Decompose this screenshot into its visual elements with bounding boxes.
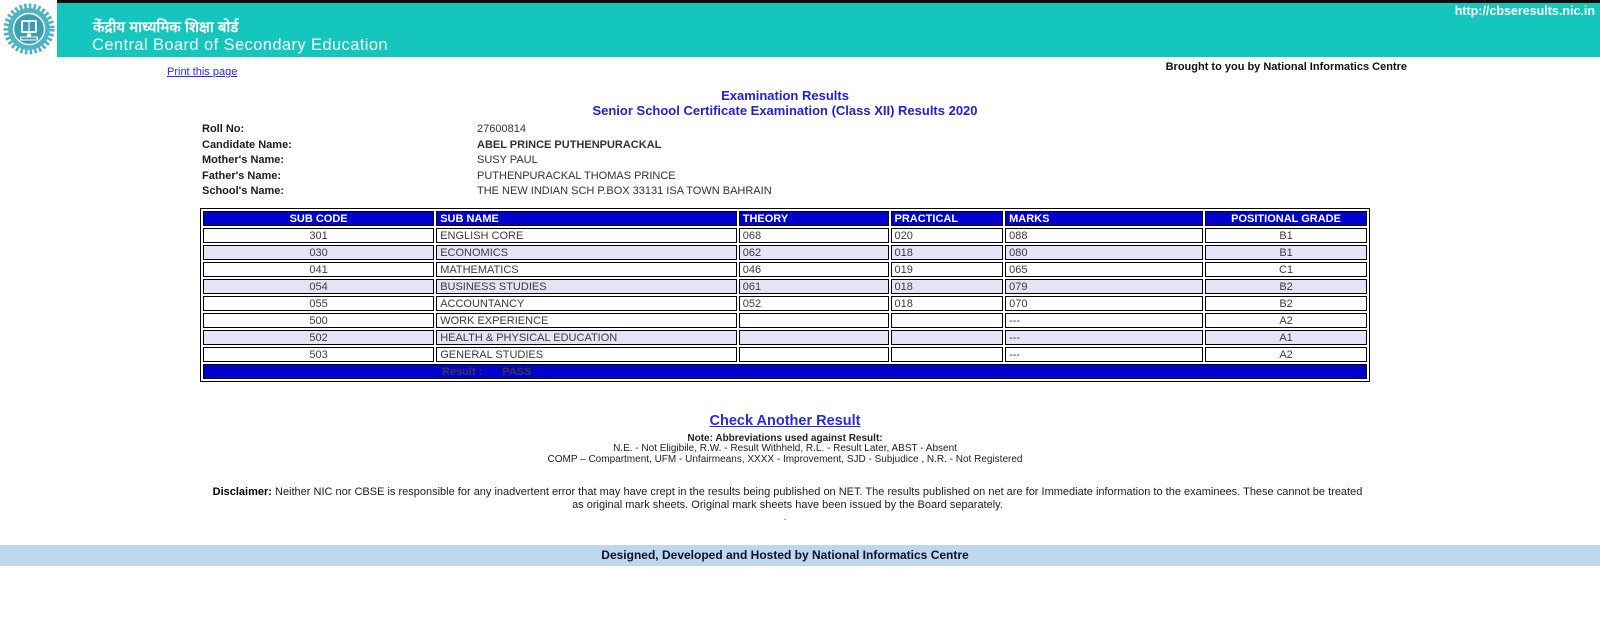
cell-positional-grade: B1 [1205, 228, 1367, 243]
cell-practical [891, 330, 1004, 345]
candidate-info [202, 122, 772, 200]
check-another-result-link[interactable]: Check Another Result [709, 413, 861, 429]
cell-sub-name: ECONOMICS [436, 245, 737, 260]
cell-theory [739, 313, 889, 328]
cell-sub-name: ENGLISH CORE [436, 228, 737, 243]
org-name-english: Central Board of Secondary Education [92, 36, 388, 54]
note-line-2: COMP – Compartment, UFM - Unfairmeans, XXXX - Improvement, SJD - Subjudice , N.R. - Not Registered [547, 453, 1023, 465]
cell-sub-code: 301 [203, 228, 434, 243]
footer-band [0, 545, 1600, 566]
field-label: Roll No: [202, 123, 245, 135]
footer-text: Designed, Developed and Hosted by National Informatics Centre [601, 548, 969, 562]
cell-theory [739, 347, 889, 362]
note-block [200, 434, 1370, 465]
col-header-sub-name: SUB NAME [436, 211, 737, 226]
col-header-practical: PRACTICAL [891, 211, 1004, 226]
result-label: Result : [442, 365, 483, 378]
results-table-wrap [200, 208, 1370, 382]
cell-sub-code: 030 [203, 245, 434, 260]
note-title: Note: Abbreviations used against Result: [687, 433, 883, 444]
cell-practical [891, 347, 1004, 362]
result-row [203, 364, 1367, 379]
note-line-1: N.E. - Not Eligibile, R.W. - Result Withheld, R.L. - Result Later, ABST - Absent [613, 443, 957, 455]
print-page-link[interactable]: Print this page [167, 66, 238, 78]
cell-sub-name: HEALTH & PHYSICAL EDUCATION [436, 330, 737, 345]
cell-marks: --- [1005, 330, 1203, 345]
cell-sub-code: 055 [203, 296, 434, 311]
cell-practical [891, 313, 1004, 328]
cell-positional-grade: A2 [1205, 347, 1367, 362]
cell-sub-name: BUSINESS STUDIES [436, 279, 737, 294]
cell-sub-code: 502 [203, 330, 434, 345]
disclaimer [210, 486, 1365, 512]
title-exam-name: Senior School Certificate Examination (Class XII) Results 2020 [592, 103, 978, 118]
cell-theory: 061 [739, 279, 889, 294]
result-status [203, 364, 1367, 379]
cell-practical: 019 [891, 262, 1004, 277]
cell-positional-grade: A2 [1205, 313, 1367, 328]
candidate-field [202, 138, 772, 154]
cell-positional-grade: B2 [1205, 296, 1367, 311]
field-value: 27600814 [477, 123, 526, 135]
field-value: SUSY PAUL [477, 154, 538, 166]
cell-positional-grade: B1 [1205, 245, 1367, 260]
cell-marks: --- [1005, 347, 1203, 362]
cell-theory: 062 [739, 245, 889, 260]
candidate-field [202, 153, 772, 169]
col-header-theory: THEORY [739, 211, 889, 226]
candidate-field [202, 122, 772, 138]
cell-practical: 018 [891, 296, 1004, 311]
cell-sub-name: GENERAL STUDIES [436, 347, 737, 362]
cell-theory: 052 [739, 296, 889, 311]
cell-practical: 018 [891, 279, 1004, 294]
cell-marks: 070 [1005, 296, 1203, 311]
table-row [203, 313, 1367, 328]
table-row [203, 262, 1367, 277]
cell-positional-grade: A1 [1205, 330, 1367, 345]
table-row [203, 296, 1367, 311]
candidate-field [202, 169, 772, 185]
cell-positional-grade: C1 [1205, 262, 1367, 277]
table-header-row [203, 211, 1367, 226]
candidate-field [202, 184, 772, 200]
site-url: http://cbseresults.nic.in [1454, 4, 1595, 18]
cell-marks: 079 [1005, 279, 1203, 294]
field-label: Candidate Name: [202, 138, 292, 151]
cell-sub-code: 500 [203, 313, 434, 328]
cell-marks: 065 [1005, 262, 1203, 277]
title-exam-results: Examination Results [721, 88, 849, 103]
field-value: ABEL PRINCE PUTHENPURACKAL [477, 138, 662, 151]
cell-sub-name: WORK EXPERIENCE [436, 313, 737, 328]
cell-theory [739, 330, 889, 345]
cell-sub-code: 054 [203, 279, 434, 294]
disclaimer-text: Neither NIC nor CBSE is responsible for any inadvertent error that may have crept in the results being published on NET. The results published on net are for Immediate information to the examinees. These cannot be treated as original mark sheets. Original mark sheets have been issued by the Board separately. [275, 486, 1363, 511]
field-value: THE NEW INDIAN SCH P.BOX 33131 ISA TOWN BAHRAIN [477, 185, 772, 197]
results-table-body [203, 228, 1367, 362]
field-label: School's Name: [202, 185, 285, 197]
cell-practical: 020 [891, 228, 1004, 243]
field-label: Mother's Name: [202, 154, 285, 166]
table-row [203, 330, 1367, 345]
table-row [203, 279, 1367, 294]
cell-sub-code: 503 [203, 347, 434, 362]
page-titles [200, 88, 1370, 118]
cell-marks: --- [1005, 313, 1203, 328]
cell-theory: 046 [739, 262, 889, 277]
cell-theory: 068 [739, 228, 889, 243]
field-label: Father's Name: [202, 169, 282, 182]
table-row [203, 347, 1367, 362]
separator-dot: . [783, 512, 787, 523]
field-value: PUTHENPURACKAL THOMAS PRINCE [477, 169, 676, 182]
check-another-block [200, 412, 1370, 430]
cell-sub-code: 041 [203, 262, 434, 277]
disclaimer-label: Disclaimer: [212, 486, 272, 498]
cell-practical: 018 [891, 245, 1004, 260]
cell-marks: 080 [1005, 245, 1203, 260]
cell-sub-name: MATHEMATICS [436, 262, 737, 277]
brought-by-text: Brought to you by National Informatics Centre [1165, 61, 1407, 73]
col-header-sub-code: SUB CODE [203, 211, 434, 226]
col-header-marks: MARKS [1005, 211, 1203, 226]
table-row [203, 245, 1367, 260]
cell-sub-name: ACCOUNTANCY [436, 296, 737, 311]
cell-positional-grade: B2 [1205, 279, 1367, 294]
col-header-positional-grade: POSITIONAL GRADE [1205, 211, 1367, 226]
results-table [200, 208, 1370, 382]
result-value: PASS [502, 365, 532, 378]
cbse-logo-icon [3, 3, 55, 60]
table-row [203, 228, 1367, 243]
org-name-hindi: केंद्रीय माध्यमिक शिक्षा बोर्ड [93, 19, 239, 36]
cell-marks: 088 [1005, 228, 1203, 243]
